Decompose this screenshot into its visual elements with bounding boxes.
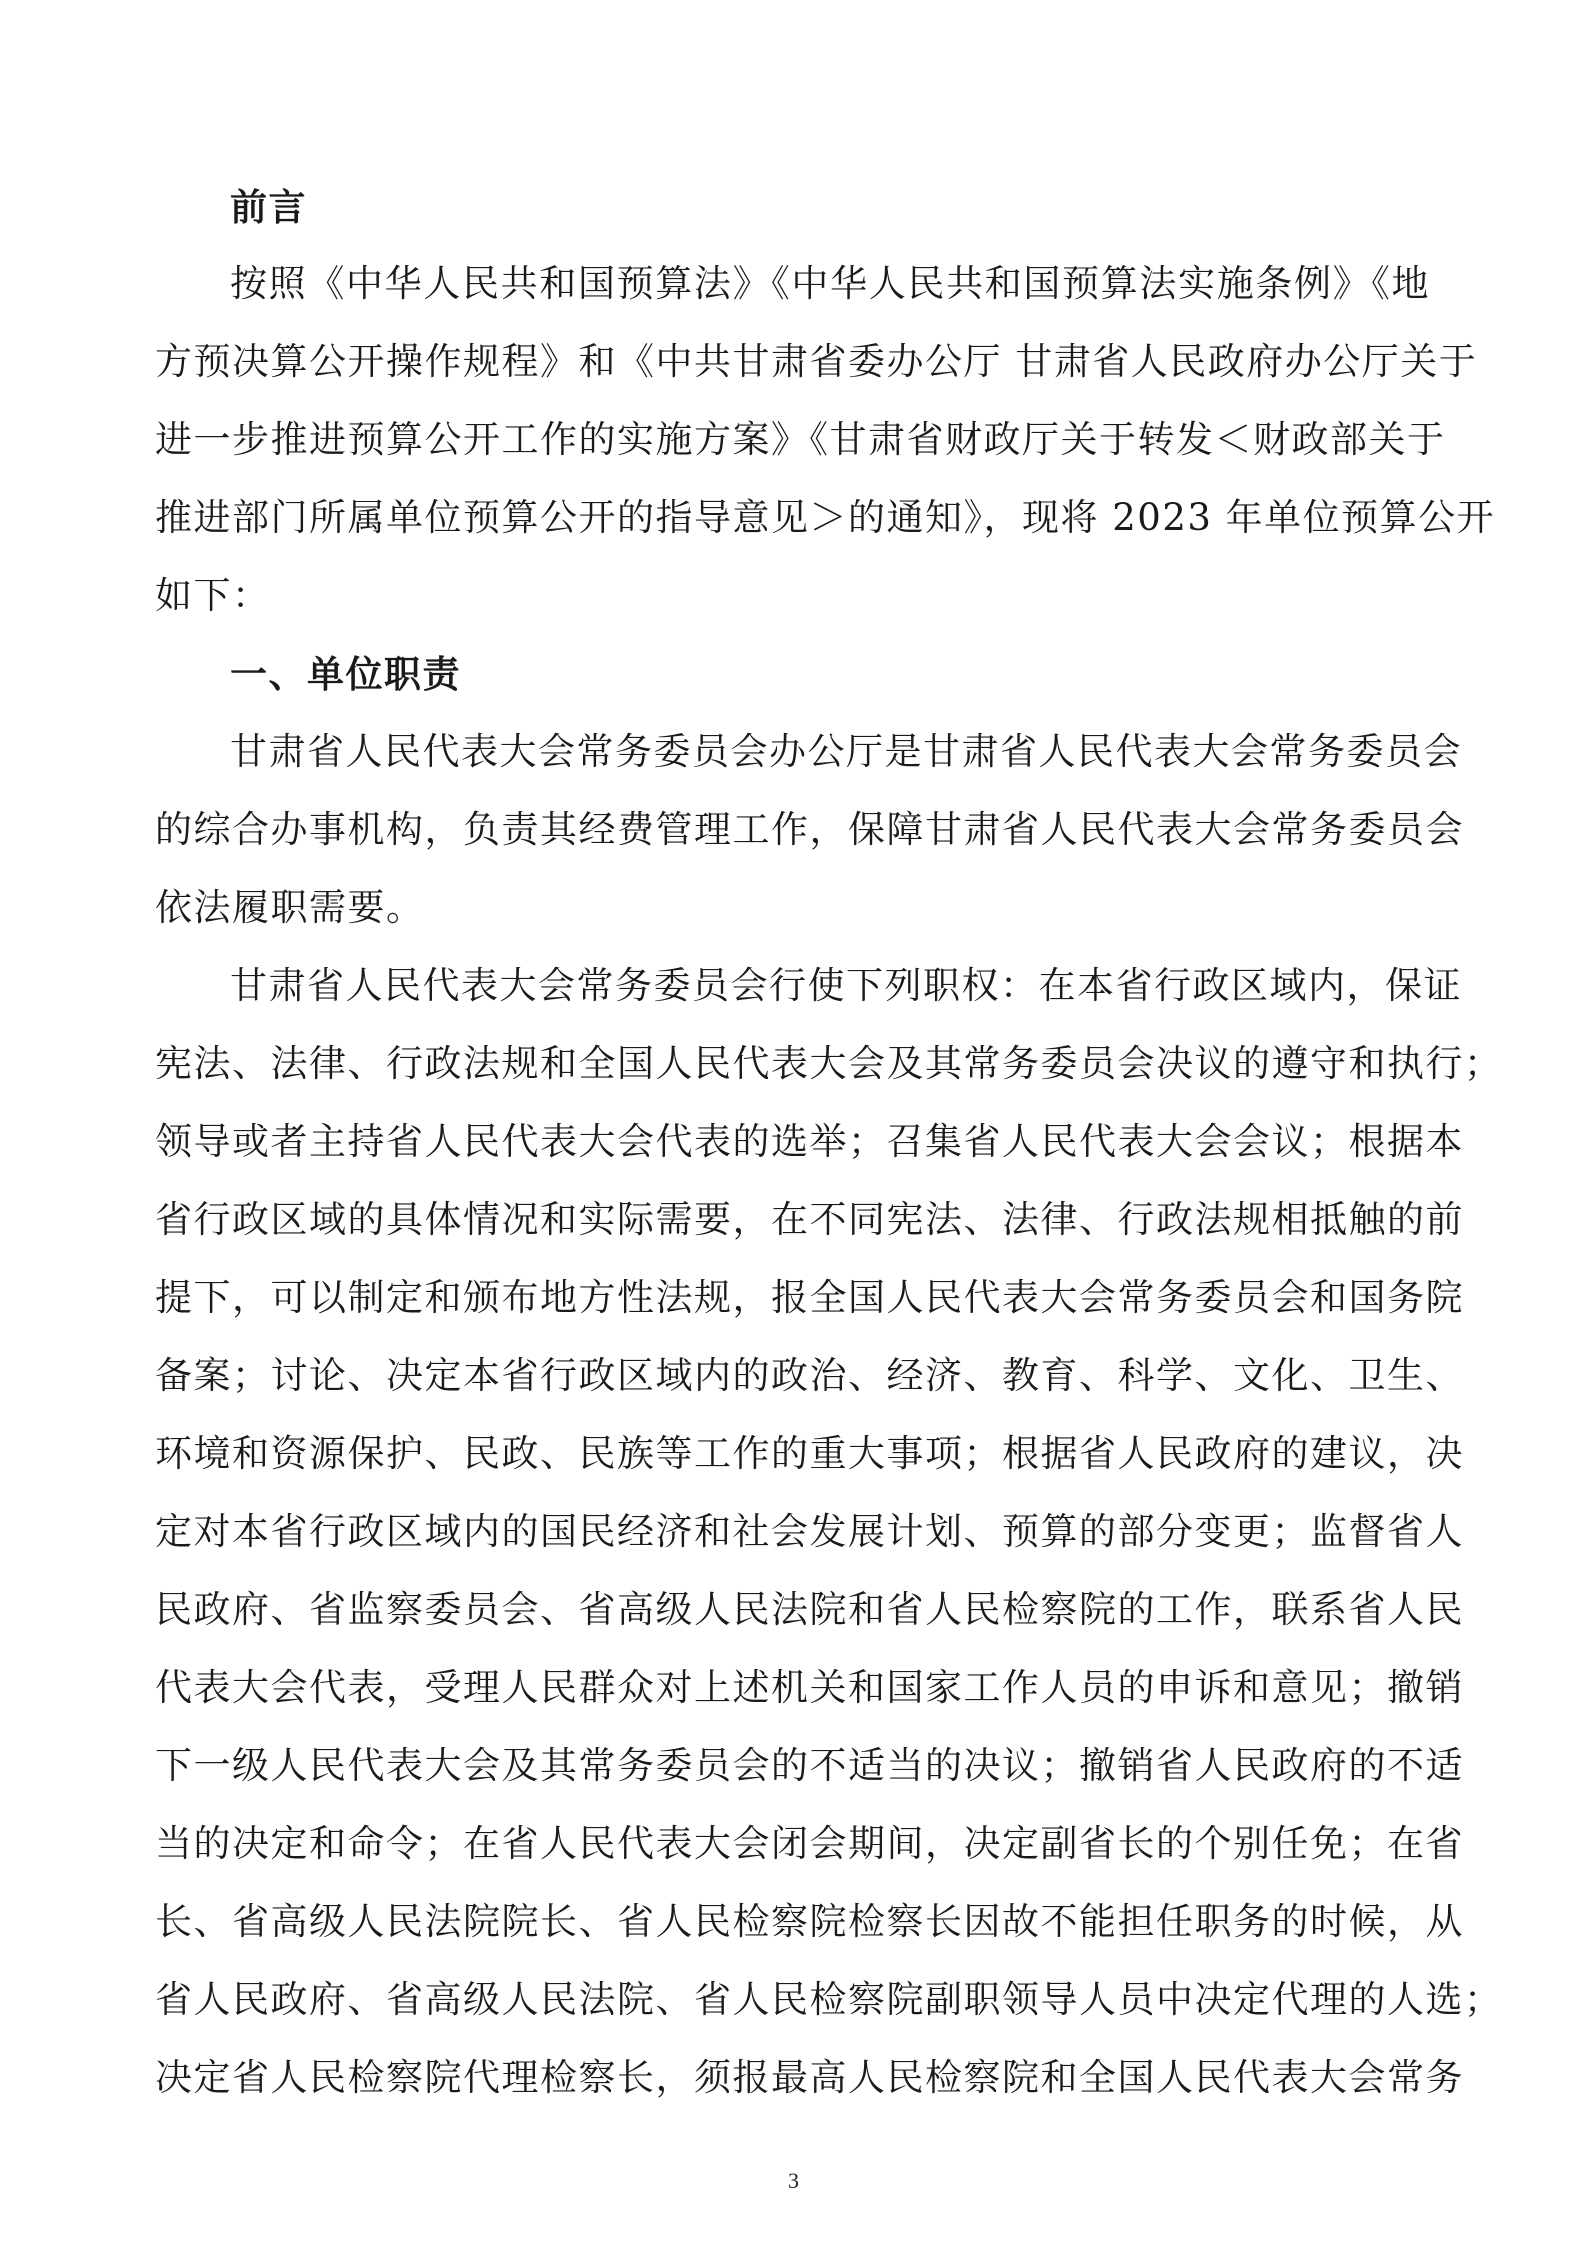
preface-line: 如下： bbox=[155, 574, 271, 617]
paragraph-line: 定对本省行政区域内的国民经济和社会发展计划、预算的部分变更；监督省人 bbox=[155, 1510, 1464, 1553]
paragraph-line: 依法履职需要。 bbox=[155, 886, 425, 929]
paragraph-line: 省人民政府、省高级人民法院、省人民检察院副职领导人员中决定代理的人选； bbox=[155, 1978, 1503, 2021]
paragraph-line: 民政府、省监察委员会、省高级人民法院和省人民检察院的工作，联系省人民 bbox=[155, 1588, 1464, 1631]
paragraph-line: 代表大会代表，受理人民群众对上述机关和国家工作人员的申诉和意见；撤销 bbox=[155, 1666, 1464, 1709]
page-number: 3 bbox=[788, 2168, 799, 2193]
paragraph-line: 决定省人民检察院代理检察长，须报最高人民检察院和全国人民代表大会常务 bbox=[155, 2056, 1464, 2099]
paragraph-line: 领导或者主持省人民代表大会代表的选举；召集省人民代表大会会议；根据本 bbox=[155, 1120, 1464, 1163]
section-title: 一、单位职责 bbox=[230, 652, 461, 696]
paragraph-line: 宪法、法律、行政法规和全国人民代表大会及其常务委员会决议的遵守和执行； bbox=[155, 1042, 1503, 1085]
paragraph-line: 当的决定和命令；在省人民代表大会闭会期间，决定副省长的个别任免；在省 bbox=[155, 1822, 1464, 1865]
paragraph-line: 甘肃省人民代表大会常务委员会办公厅是甘肃省人民代表大会常务委员会 bbox=[230, 730, 1462, 773]
paragraph-line: 省行政区域的具体情况和实际需要，在不同宪法、法律、行政法规相抵触的前 bbox=[155, 1198, 1464, 1241]
preface-line: 方预决算公开操作规程》和《中共甘肃省委办公厅 甘肃省人民政府办公厅关于 bbox=[155, 340, 1478, 383]
paragraph-line: 备案；讨论、决定本省行政区域内的政治、经济、教育、科学、文化、卫生、 bbox=[155, 1354, 1464, 1397]
paragraph-line: 下一级人民代表大会及其常务委员会的不适当的决议；撤销省人民政府的不适 bbox=[155, 1744, 1464, 1787]
paragraph-line: 环境和资源保护、民政、民族等工作的重大事项；根据省人民政府的建议，决 bbox=[155, 1432, 1464, 1475]
paragraph-line: 的综合办事机构，负责其经费管理工作，保障甘肃省人民代表大会常务委员会 bbox=[155, 808, 1464, 851]
preface-title: 前言 bbox=[230, 185, 307, 229]
paragraph-line: 甘肃省人民代表大会常务委员会行使下列职权：在本省行政区域内，保证 bbox=[230, 964, 1462, 1007]
paragraph-line: 长、省高级人民法院院长、省人民检察院检察长因故不能担任职务的时候，从 bbox=[155, 1900, 1464, 1943]
preface-line: 按照《中华人民共和国预算法》《中华人民共和国预算法实施条例》《地 bbox=[230, 262, 1430, 305]
paragraph-line: 提下，可以制定和颁布地方性法规，报全国人民代表大会常务委员会和国务院 bbox=[155, 1276, 1464, 1319]
preface-line: 推进部门所属单位预算公开的指导意见＞的通知》，现将 2023 年单位预算公开 bbox=[155, 496, 1496, 539]
preface-line: 进一步推进预算公开工作的实施方案》《甘肃省财政厅关于转发＜财政部关于 bbox=[155, 418, 1446, 461]
